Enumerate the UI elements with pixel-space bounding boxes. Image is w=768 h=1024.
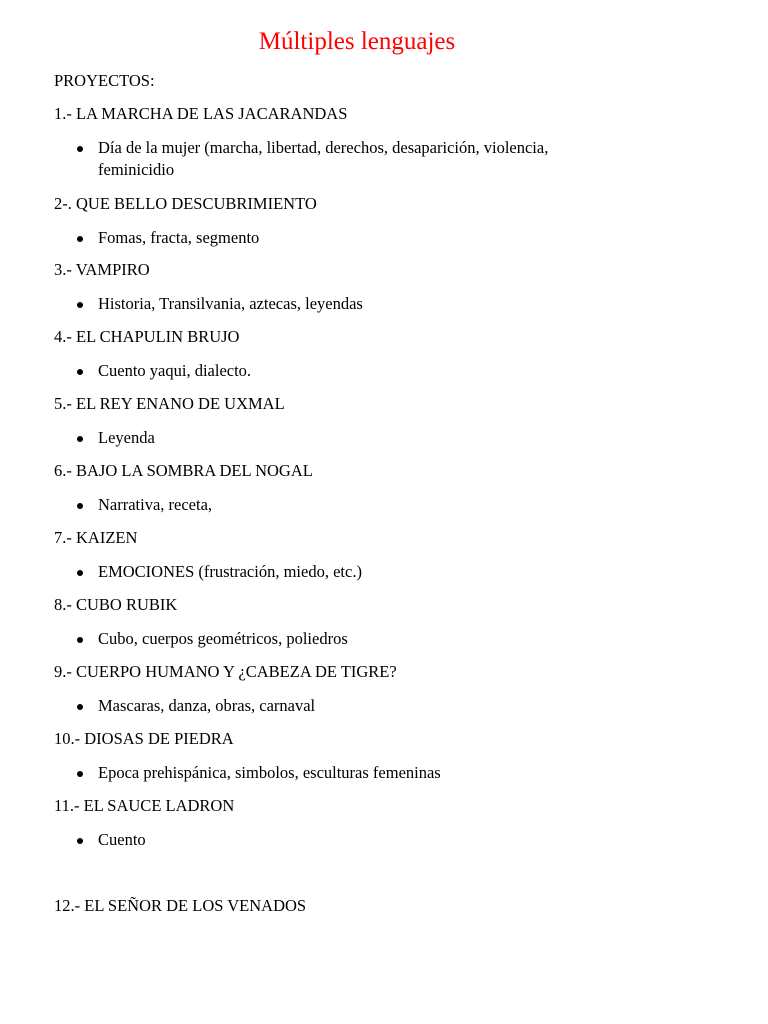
project-4-title: 4.- EL CHAPULIN BRUJO: [54, 327, 240, 346]
project-10-detail: Epoca prehispánica, simbolos, esculturas femeninas: [98, 763, 441, 782]
bullet-icon: [77, 838, 83, 844]
bullet-icon: [77, 369, 83, 375]
project-5-detail: Leyenda: [98, 428, 155, 447]
project-1-title: 1.- LA MARCHA DE LAS JACARANDAS: [54, 104, 348, 123]
project-8-detail: Cubo, cuerpos geométricos, poliedros: [98, 629, 348, 648]
bullet-icon: [77, 704, 83, 710]
project-12-title: 12.- EL SEÑOR DE LOS VENADOS: [54, 896, 307, 915]
bullet-icon: [77, 570, 83, 576]
project-6-title: 6.- BAJO LA SOMBRA DEL NOGAL: [54, 461, 313, 480]
project-7-detail: EMOCIONES (frustración, miedo, etc.): [98, 562, 362, 581]
project-9-detail: Mascaras, danza, obras, carnaval: [98, 696, 316, 715]
document-title: Múltiples lenguajes: [258, 28, 456, 55]
bullet-icon: [77, 771, 83, 777]
project-4-detail: Cuento yaqui, dialecto.: [98, 361, 252, 380]
project-3-title: 3.- VAMPIRO: [54, 260, 150, 279]
project-3-detail: Historia, Transilvania, aztecas, leyendas: [98, 294, 363, 313]
project-8-title: 8.- CUBO RUBIK: [54, 595, 178, 614]
bullet-icon: [77, 637, 83, 643]
project-11-title: 11.- EL SAUCE LADRON: [54, 796, 235, 815]
project-7-title: 7.- KAIZEN: [54, 528, 138, 547]
projects-heading: PROYECTOS:: [54, 71, 155, 90]
project-9-title: 9.- CUERPO HUMANO Y ¿CABEZA DE TIGRE?: [54, 662, 397, 681]
bullet-icon: [77, 146, 83, 152]
project-6-detail: Narrativa, receta,: [98, 495, 213, 514]
bullet-icon: [77, 436, 83, 442]
project-1-detail: Día de la mujer (marcha, libertad, derechos, desaparición, violencia, feminicidio: [98, 138, 549, 179]
bullet-icon: [77, 302, 83, 308]
project-2-title: 2-. QUE BELLO DESCUBRIMIENTO: [54, 194, 317, 213]
bullet-icon: [77, 503, 83, 509]
bullet-icon: [77, 236, 83, 242]
project-11-detail: Cuento: [98, 830, 146, 849]
project-10-title: 10.- DIOSAS DE PIEDRA: [54, 729, 234, 748]
project-2-detail: Fomas, fracta, segmento: [98, 228, 260, 247]
project-5-title: 5.- EL REY ENANO DE UXMAL: [54, 394, 285, 413]
